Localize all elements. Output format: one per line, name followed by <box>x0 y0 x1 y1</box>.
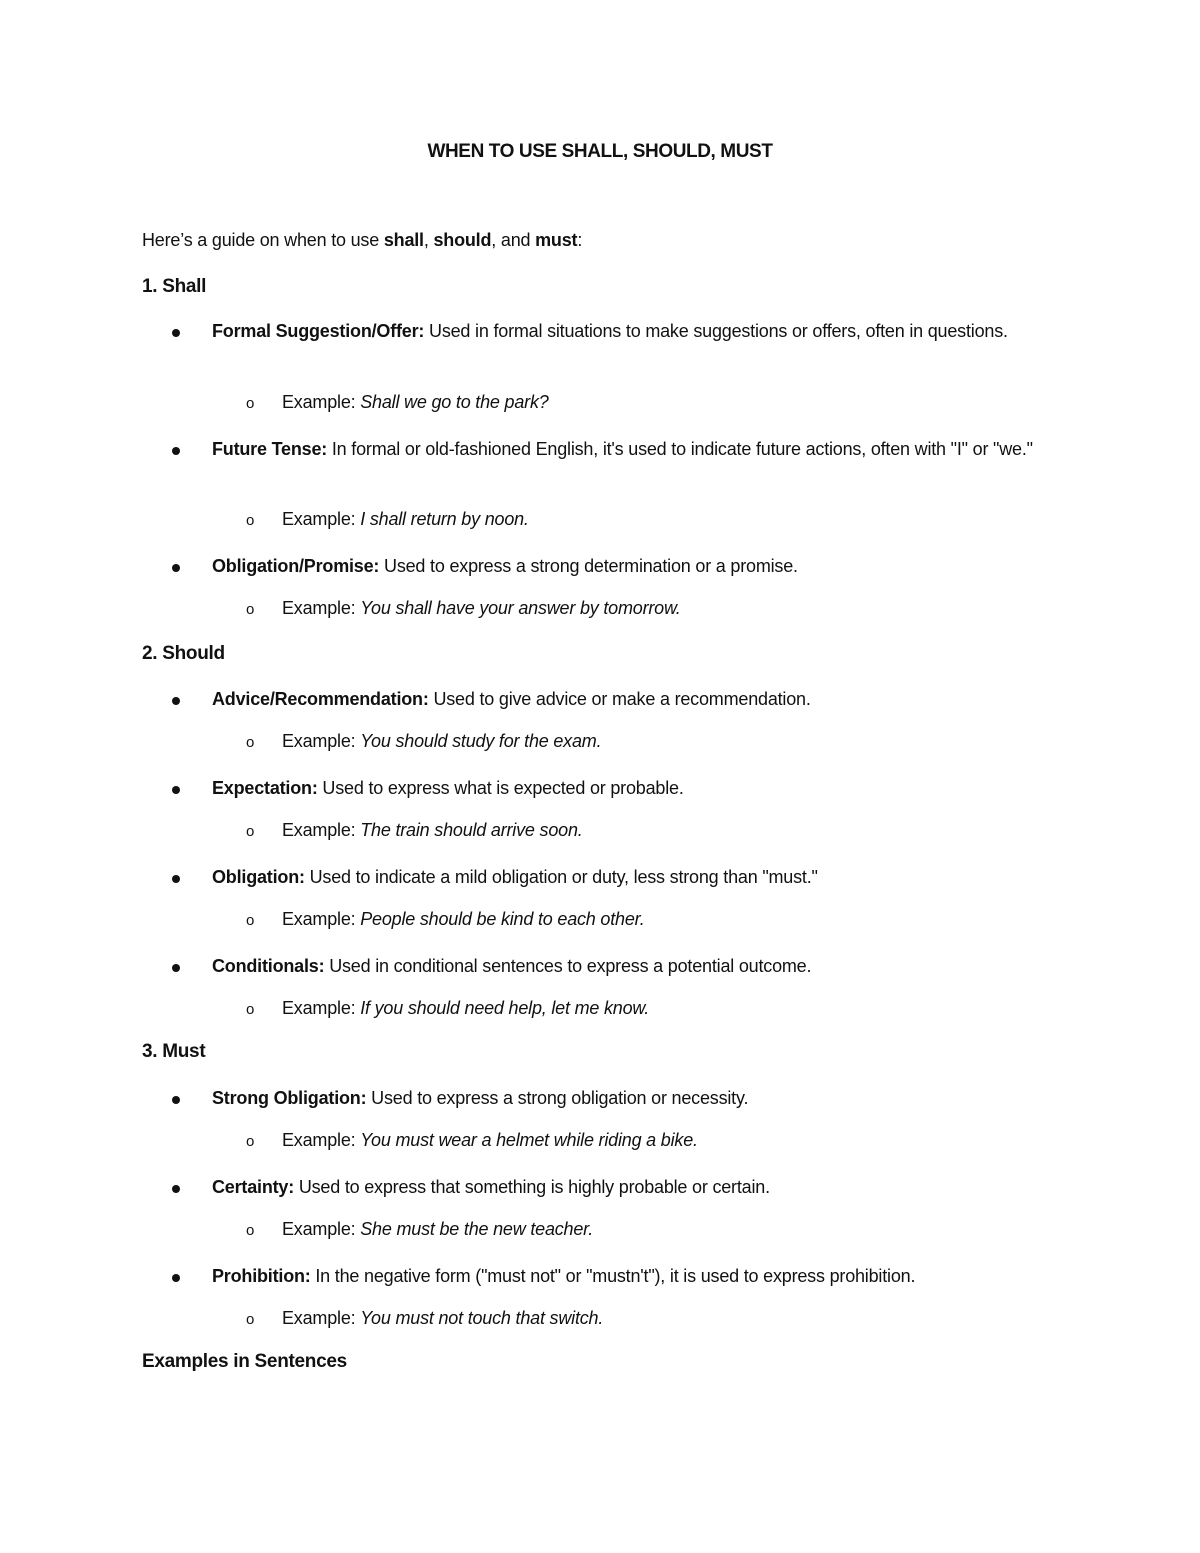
sub-bullet-icon: o <box>246 395 255 412</box>
example-prefix: Example: <box>282 909 361 929</box>
example-line <box>246 598 681 619</box>
section-heading-must: 3. Must <box>142 1041 206 1062</box>
list-item <box>172 685 1052 713</box>
example-prefix: Example: <box>282 1308 361 1328</box>
item-term: Future Tense: <box>212 439 328 459</box>
example-prefix: Example: <box>282 820 361 840</box>
item-term: Advice/Recommendation: <box>212 689 429 709</box>
list-item <box>172 774 1052 802</box>
example-sentence: You must wear a helmet while riding a bike. <box>360 1130 698 1150</box>
item-term: Strong Obligation: <box>212 1088 367 1108</box>
bullet-icon <box>172 1096 180 1104</box>
example-line <box>246 1219 593 1240</box>
example-sentence: People should be kind to each other. <box>360 909 645 929</box>
sub-bullet-icon: o <box>246 734 255 751</box>
list-item <box>172 1084 1052 1112</box>
item-description: Used in conditional sentences to express a potential outcome. <box>324 956 812 976</box>
example-prefix: Example: <box>282 1130 361 1150</box>
example-prefix: Example: <box>282 392 361 412</box>
section-heading-examples: Examples in Sentences <box>142 1351 347 1372</box>
sub-bullet-icon: o <box>246 1001 255 1018</box>
sub-bullet-icon: o <box>246 1133 255 1150</box>
bullet-icon <box>172 447 180 455</box>
item-term: Expectation: <box>212 778 318 798</box>
sub-bullet-icon: o <box>246 823 255 840</box>
example-prefix: Example: <box>282 598 361 618</box>
example-prefix: Example: <box>282 731 361 751</box>
item-description: Used to indicate a mild obligation or duty, less strong than "must." <box>304 867 818 887</box>
bullet-icon <box>172 1185 180 1193</box>
example-line <box>246 392 549 413</box>
list-item <box>172 1262 1052 1290</box>
bullet-icon <box>172 875 180 883</box>
bullet-icon <box>172 964 180 972</box>
intro-paragraph <box>142 230 582 251</box>
document-title: WHEN TO USE SHALL, SHOULD, MUST <box>427 141 773 162</box>
section-heading-should: 2. Should <box>142 643 225 664</box>
intro-sep-1: , <box>423 230 434 250</box>
example-line <box>246 1130 698 1151</box>
sub-bullet-icon: o <box>246 1222 255 1239</box>
example-line <box>246 820 583 841</box>
sub-bullet-icon: o <box>246 601 255 618</box>
list-item <box>172 435 1052 463</box>
example-prefix: Example: <box>282 509 361 529</box>
item-description: In formal or old-fashioned English, it's used to indicate future actions, often with "I" or "we." <box>327 439 1033 459</box>
sub-bullet-icon: o <box>246 912 255 929</box>
example-line <box>246 731 601 752</box>
example-prefix: Example: <box>282 998 361 1018</box>
example-sentence: Shall we go to the park? <box>360 392 549 412</box>
item-term: Obligation: <box>212 867 305 887</box>
item-term: Formal Suggestion/Offer: <box>212 321 425 341</box>
example-line <box>246 998 649 1019</box>
item-term: Prohibition: <box>212 1266 311 1286</box>
item-description: Used to give advice or make a recommendation. <box>428 689 811 709</box>
example-line <box>246 509 529 530</box>
list-item <box>172 552 1052 580</box>
item-description: Used to express a strong obligation or necessity. <box>366 1088 749 1108</box>
item-description: Used to express a strong determination or a promise. <box>379 556 798 576</box>
bullet-icon <box>172 786 180 794</box>
example-sentence: If you should need help, let me know. <box>360 998 650 1018</box>
example-prefix: Example: <box>282 1219 361 1239</box>
bullet-icon <box>172 329 180 337</box>
sub-bullet-icon: o <box>246 1311 255 1328</box>
item-description: Used to express that something is highly probable or certain. <box>294 1177 770 1197</box>
section-heading-shall: 1. Shall <box>142 276 207 297</box>
item-term: Conditionals: <box>212 956 325 976</box>
example-line <box>246 1308 603 1329</box>
bullet-icon <box>172 697 180 705</box>
example-sentence: You should study for the exam. <box>360 731 602 751</box>
list-item <box>172 952 1052 980</box>
item-description: Used to express what is expected or probable. <box>317 778 684 798</box>
intro-word-shall: shall <box>383 230 424 250</box>
bullet-icon <box>172 1274 180 1282</box>
intro-sep-2: , and <box>491 230 536 250</box>
intro-suffix: : <box>577 230 583 250</box>
list-item <box>172 317 1052 345</box>
example-sentence: The train should arrive soon. <box>360 820 583 840</box>
example-sentence: You must not touch that switch. <box>360 1308 604 1328</box>
item-term: Obligation/Promise: <box>212 556 380 576</box>
intro-word-must: must <box>535 230 578 250</box>
example-line <box>246 909 645 930</box>
item-description: In the negative form ("must not" or "mustn't"), it is used to express prohibition. <box>310 1266 916 1286</box>
intro-prefix: Here’s a guide on when to use <box>142 230 384 250</box>
example-sentence: I shall return by noon. <box>360 509 529 529</box>
list-item <box>172 863 1052 891</box>
item-term: Certainty: <box>212 1177 295 1197</box>
intro-word-should: should <box>433 230 492 250</box>
sub-bullet-icon: o <box>246 512 255 529</box>
example-sentence: She must be the new teacher. <box>360 1219 594 1239</box>
example-sentence: You shall have your answer by tomorrow. <box>360 598 681 618</box>
item-description: Used in formal situations to make suggestions or offers, often in questions. <box>424 321 1008 341</box>
bullet-icon <box>172 564 180 572</box>
list-item <box>172 1173 1052 1201</box>
